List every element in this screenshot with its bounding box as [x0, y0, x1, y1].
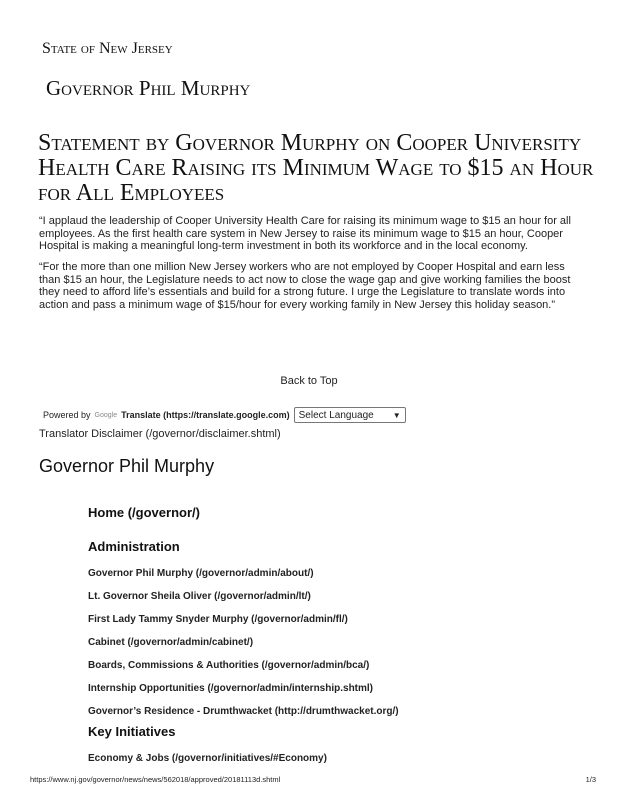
- nav-admin-first-lady[interactable]: First Lady Tammy Snyder Murphy (/governor/admin/fl/): [88, 614, 348, 625]
- back-to-top-link[interactable]: Back to Top: [280, 375, 338, 387]
- nav-admin-boards[interactable]: Boards, Commissions & Authorities (/governor/admin/bca/): [88, 660, 370, 671]
- statement-paragraph-2: “For the more than one million New Jersey workers who are not employed by Cooper Hospital and earn less than $15 an hour, the Legislature needs to act now to close the wage gap and give working families the boost they need to afford life’s essentials and build for a strong future. I urge the Legislature to translate words into action and pass a minimum wage of $15/hour for every working family in New Jersey this holiday season.”: [39, 261, 571, 311]
- print-page-number: 1/3: [585, 775, 596, 784]
- nav-admin-lt-governor[interactable]: Lt. Governor Sheila Oliver (/governor/admin/lt/): [88, 591, 311, 602]
- google-translate-widget: [43, 407, 406, 423]
- dropdown-arrow-icon: ▼: [392, 410, 401, 420]
- nav-admin-cabinet[interactable]: Cabinet (/governor/admin/cabinet/): [88, 637, 254, 648]
- print-url: https://www.nj.gov/governor/news/news/562018/approved/20181113d.shtml: [30, 775, 281, 784]
- google-translate-link[interactable]: Translate (https://translate.google.com): [121, 410, 290, 420]
- nav-admin-governor[interactable]: Governor Phil Murphy (/governor/admin/about/): [88, 568, 314, 579]
- statement-headline: Statement by Governor Murphy on Cooper University Health Care Raising its Minimum Wage to $15 an Hour for All Employees: [38, 130, 594, 206]
- nav-key-initiatives-heading: Key Initiatives: [88, 724, 176, 739]
- language-select[interactable]: [294, 407, 406, 423]
- nav-administration-heading: Administration: [88, 539, 180, 554]
- language-select-value: Select Language: [298, 409, 374, 421]
- nav-admin-internships[interactable]: Internship Opportunities (/governor/admin/internship.shtml): [88, 683, 374, 694]
- state-of-new-jersey-link[interactable]: State of New Jersey: [42, 40, 173, 57]
- nav-admin-residence[interactable]: Governor’s Residence - Drumthwacket (http://drumthwacket.org/): [88, 706, 399, 717]
- print-footer: [30, 775, 596, 784]
- governor-name-link[interactable]: Governor Phil Murphy: [46, 76, 251, 100]
- footer-governor-title: Governor Phil Murphy: [39, 456, 215, 476]
- google-logo-icon: Google: [94, 411, 118, 419]
- statement-paragraph-1: “I applaud the leadership of Cooper University Health Care for raising its minimum wage to $15 an hour for all employees. As the first health care system in New Jersey to raise its minimum wage to $15 an hour, Cooper Hospital is making a meaningful long-term investment in both its workforce and in the local economy.: [39, 215, 571, 252]
- nav-key-economy[interactable]: Economy & Jobs (/governor/initiatives/#Economy): [88, 753, 327, 764]
- powered-by-label: Powered by: [43, 410, 91, 420]
- nav-home-link[interactable]: Home (/governor/): [88, 505, 200, 520]
- translator-disclaimer-link[interactable]: Translator Disclaimer (/governor/disclaimer.shtml): [39, 428, 281, 440]
